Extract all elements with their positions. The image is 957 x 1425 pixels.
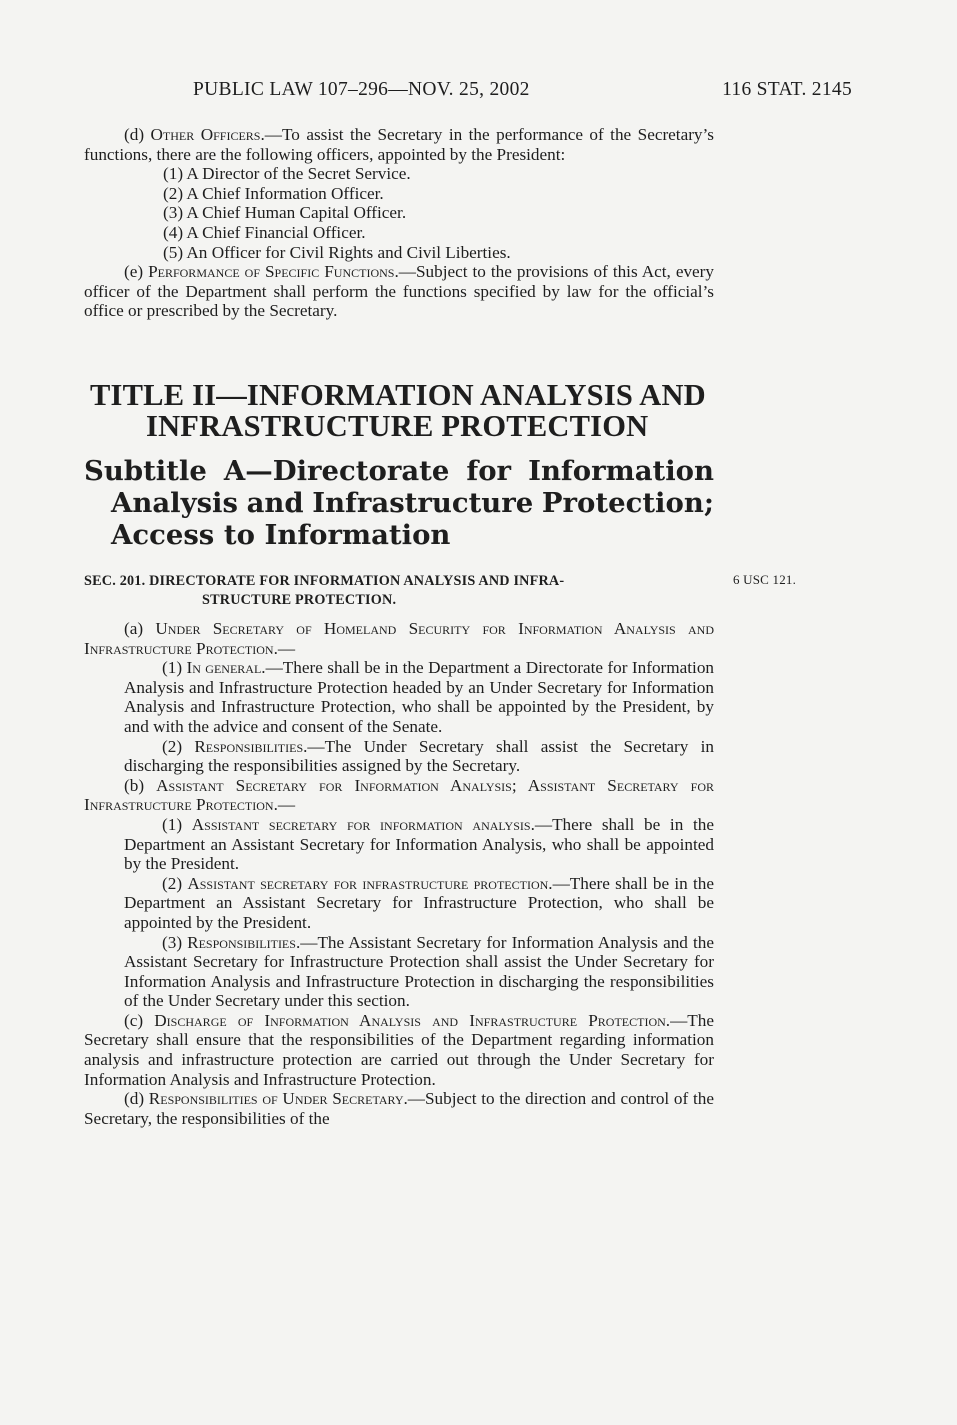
- paragraph-label: (d): [124, 1089, 149, 1109]
- list-item: (3) A Chief Human Capital Officer.: [163, 203, 407, 223]
- paragraph-label: (1): [162, 814, 192, 834]
- paragraph-text: —Subject to the direction and control of the Secretary, the responsibilities of the: [84, 1089, 714, 1128]
- list-item: (4) A Chief Financial Officer.: [163, 222, 366, 242]
- section-heading-line-1: SEC. 201. DIRECTORATE FOR INFORMATION ANALYSIS AND INFRA-: [84, 573, 565, 589]
- subtitle-word: for: [466, 455, 512, 487]
- paragraph-b2: [84, 874, 714, 933]
- list-item: (1) A Director of the Secret Service.: [163, 164, 411, 184]
- paragraph-heading: Responsibilities.: [187, 932, 301, 952]
- subtitle-word: Subtitle: [84, 455, 207, 487]
- subtitle-line-1: [84, 455, 714, 487]
- paragraph-text: —The Under Secretary shall assist the Secretary in discharging the responsibilities assigned by the Secretary.: [124, 736, 714, 776]
- paragraph-label: (b): [124, 775, 157, 795]
- subsection-b: [84, 776, 714, 815]
- paragraph-heading: Discharge of Information Analysis and Infrastructure Protection.: [154, 1010, 671, 1030]
- officers-section: [84, 125, 714, 321]
- paragraph-heading: In general.: [186, 658, 266, 678]
- subtitle-word: Analysis: [111, 487, 238, 519]
- paragraph-label: (2): [162, 873, 188, 893]
- paragraph-b3: [84, 933, 714, 1011]
- section-heading-line-2: STRUCTURE PROTECTION.: [202, 592, 397, 608]
- paragraph-text: —There shall be in the Department a Directorate for Information Analysis and Infrastructure Protection headed by an Under Secretary for Information Analysis and Infrastructure Protection, who shall be appointed by the President, by and with the advice and consent of the Senate.: [124, 658, 715, 736]
- paragraph-heading: Performance of Specific Functions.: [148, 262, 399, 282]
- paragraph-label: (e): [124, 262, 149, 282]
- subtitle-word: Infrastructure: [312, 487, 534, 519]
- paragraph-text: —The Secretary shall ensure that the responsibilities of the Department regarding information analysis and infrastructure protection are carried out through the Under Secretary for Information Analysis and Infrastructure Protection.: [84, 1010, 714, 1089]
- paragraph-text: —Subject to the provisions of this Act, every officer of the Department shall perform the functions specified by law for the official’s office or prescribed by the Secretary.: [84, 262, 714, 321]
- paragraph-heading: Assistant secretary for infrastructure protection.: [187, 873, 553, 893]
- paragraph-heading: Responsibilities of Under Secretary.: [148, 1089, 408, 1109]
- paragraph-d-other-officers: [84, 125, 714, 164]
- list-item: (5) An Officer for Civil Rights and Civil Liberties.: [163, 242, 511, 262]
- subsection-c: [84, 1011, 714, 1089]
- paragraph-text: —The Assistant Secretary for Information Analysis and the Assistant Secretary for Infrastructure Protection shall assist the Under Secretary for Information Analysis and Infrastructure Protection in discharging the responsibilities of the Under Secretary under this section.: [124, 932, 714, 1011]
- running-head-title: PUBLIC LAW 107–296—NOV. 25, 2002: [193, 79, 530, 100]
- paragraph-text: —There shall be in the Department an Assistant Secretary for Information Analysis, who shall be appointed by the President.: [124, 814, 715, 874]
- section-heading: [84, 572, 714, 610]
- paragraph-e-performance: [84, 262, 714, 321]
- paragraph-label: (a): [124, 619, 156, 638]
- statute-page-number: 116 STAT. 2145: [722, 79, 852, 100]
- subtitle-line-2: [84, 487, 714, 519]
- paragraph-heading: Other Officers.: [150, 125, 265, 144]
- subsection-d: [84, 1089, 714, 1128]
- title-heading: [84, 380, 724, 442]
- list-item: (2) A Chief Information Officer.: [163, 183, 384, 203]
- paragraph-label: (2): [162, 736, 195, 756]
- paragraph-text: —There shall be in the Department an Assistant Secretary for Infrastructure Protection, who shall be appointed by the President.: [124, 873, 715, 932]
- paragraph-heading: Assistant Secretary for Information Analysis; Assistant Secretary for Infrastructure Protection.: [84, 775, 714, 815]
- paragraph-label: (1): [162, 658, 187, 678]
- subtitle-heading: [84, 455, 714, 551]
- subsection-a: [84, 619, 714, 658]
- paragraph-heading: Responsibilities.: [194, 736, 308, 756]
- subtitle-word: and: [246, 487, 304, 519]
- paragraph-text: —To assist the Secretary in the performance of the Secretary’s functions, there are the following officers, appointed by the President:: [84, 125, 714, 164]
- subtitle-word: Protection;: [541, 487, 714, 519]
- paragraph-label: (c): [124, 1010, 155, 1030]
- paragraph-a2: [84, 737, 714, 776]
- subtitle-line-3: Access to Information: [111, 519, 451, 551]
- paragraph-label: (d): [124, 125, 151, 144]
- paragraph-b1: [84, 815, 714, 874]
- subtitle-word: A—Directorate: [223, 455, 450, 487]
- paragraph-text: —: [277, 638, 296, 658]
- title-line-2: INFRASTRUCTURE PROTECTION: [146, 409, 649, 443]
- section-201-body: [84, 619, 714, 1128]
- title-line-1: TITLE II—INFORMATION ANALYSIS AND: [90, 378, 706, 412]
- paragraph-a1: [84, 658, 714, 736]
- paragraph-heading: Assistant secretary for information analysis.: [191, 814, 535, 834]
- usc-margin-note: 6 USC 121.: [733, 572, 797, 587]
- subtitle-word: Information: [528, 455, 714, 487]
- paragraph-heading: Under Secretary of Homeland Security for Information Analysis and Infrastructure Protection.: [84, 619, 715, 658]
- paragraph-label: (3): [162, 932, 188, 952]
- paragraph-text: —: [277, 795, 296, 815]
